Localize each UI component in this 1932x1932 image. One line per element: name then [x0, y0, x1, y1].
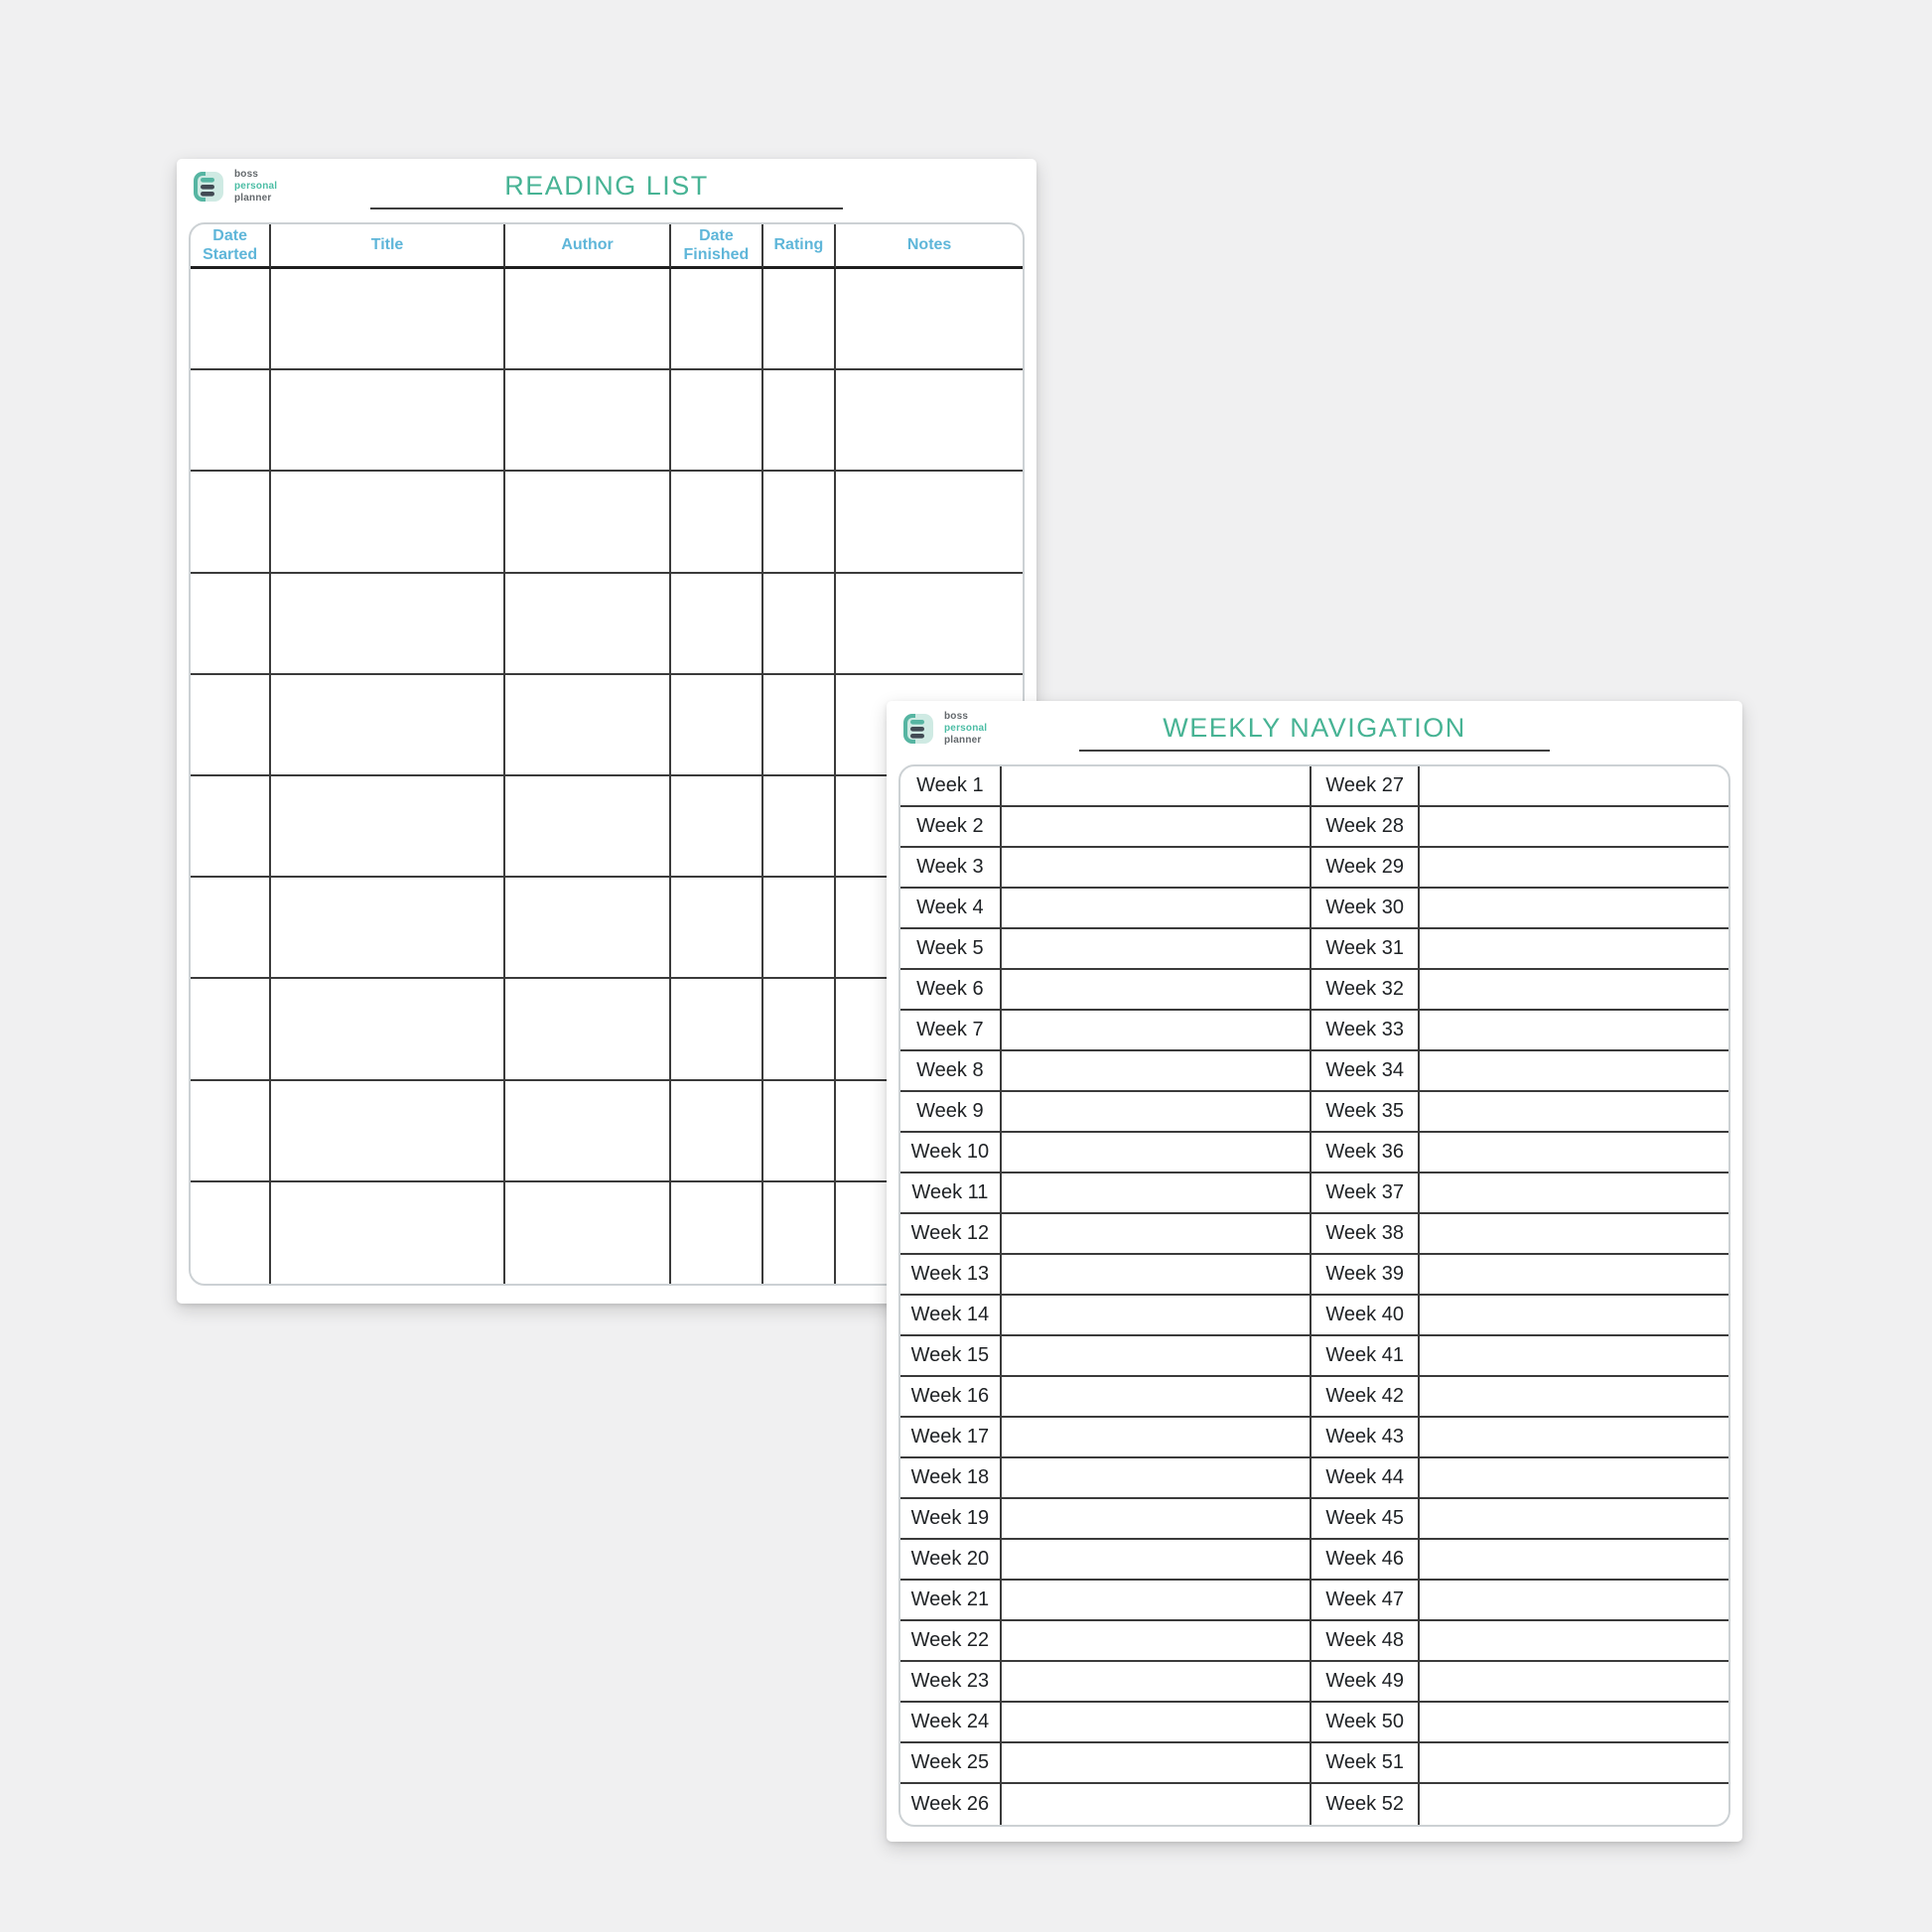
- week-label-cell: Week 51: [1311, 1743, 1419, 1784]
- week-entry-cell: [1420, 1581, 1728, 1621]
- week-entry-cell: [1420, 1173, 1728, 1214]
- reading-empty-cell: [271, 1182, 504, 1284]
- week-label-cell: Week 40: [1311, 1296, 1419, 1336]
- reading-empty-cell: [671, 878, 762, 979]
- week-entry-cell: [1002, 1703, 1312, 1743]
- week-entry-cell: [1002, 1499, 1312, 1540]
- week-label-cell: Week 45: [1311, 1499, 1419, 1540]
- reading-column-header: Date Started: [191, 224, 271, 269]
- reading-empty-cell: [836, 574, 1023, 675]
- week-entry-cell: [1420, 1499, 1728, 1540]
- title-underline: [370, 207, 843, 210]
- week-label-cell: Week 50: [1311, 1703, 1419, 1743]
- reading-empty-cell: [271, 370, 504, 472]
- week-label-cell: Week 12: [900, 1214, 1002, 1255]
- week-label-cell: Week 37: [1311, 1173, 1419, 1214]
- week-entry-cell: [1002, 1092, 1312, 1133]
- week-label-cell: Week 20: [900, 1540, 1002, 1581]
- reading-empty-cell: [505, 1081, 672, 1182]
- reading-empty-cell: [271, 878, 504, 979]
- week-entry-cell: [1420, 807, 1728, 848]
- week-label-cell: Week 49: [1311, 1662, 1419, 1703]
- logo-text-boss: boss: [234, 169, 259, 181]
- reading-empty-cell: [505, 574, 672, 675]
- week-entry-cell: [1002, 889, 1312, 929]
- week-entry-cell: [1002, 1621, 1312, 1662]
- week-label-cell: Week 26: [900, 1784, 1002, 1825]
- week-label-cell: Week 43: [1311, 1418, 1419, 1458]
- week-label-cell: Week 24: [900, 1703, 1002, 1743]
- week-entry-cell: [1420, 889, 1728, 929]
- reading-empty-cell: [271, 776, 504, 878]
- week-label-cell: Week 17: [900, 1418, 1002, 1458]
- reading-list-title: READING LIST: [504, 171, 709, 201]
- week-label-cell: Week 15: [900, 1336, 1002, 1377]
- week-entry-cell: [1420, 1621, 1728, 1662]
- week-entry-cell: [1002, 1418, 1312, 1458]
- reading-empty-cell: [671, 776, 762, 878]
- reading-empty-cell: [671, 574, 762, 675]
- week-entry-cell: [1420, 1540, 1728, 1581]
- reading-empty-cell: [836, 472, 1023, 573]
- week-label-cell: Week 47: [1311, 1581, 1419, 1621]
- week-entry-cell: [1002, 1540, 1312, 1581]
- reading-empty-cell: [505, 472, 672, 573]
- week-entry-cell: [1002, 1173, 1312, 1214]
- week-label-cell: Week 46: [1311, 1540, 1419, 1581]
- week-label-cell: Week 48: [1311, 1621, 1419, 1662]
- week-entry-cell: [1002, 1051, 1312, 1092]
- week-entry-cell: [1420, 1703, 1728, 1743]
- week-entry-cell: [1420, 766, 1728, 807]
- week-label-cell: Week 29: [1311, 848, 1419, 889]
- week-entry-cell: [1002, 1011, 1312, 1051]
- reading-empty-cell: [271, 675, 504, 776]
- week-entry-cell: [1002, 1214, 1312, 1255]
- reading-column-header: Title: [271, 224, 504, 269]
- week-label-cell: Week 52: [1311, 1784, 1419, 1825]
- week-label-cell: Week 10: [900, 1133, 1002, 1173]
- reading-empty-cell: [763, 1182, 837, 1284]
- week-label-cell: Week 30: [1311, 889, 1419, 929]
- reading-empty-cell: [191, 675, 271, 776]
- reading-empty-cell: [191, 472, 271, 573]
- reading-empty-cell: [505, 979, 672, 1080]
- week-label-cell: Week 1: [900, 766, 1002, 807]
- week-label-cell: Week 19: [900, 1499, 1002, 1540]
- reading-empty-cell: [191, 269, 271, 370]
- reading-empty-cell: [191, 1081, 271, 1182]
- week-label-cell: Week 32: [1311, 970, 1419, 1011]
- week-label-cell: Week 25: [900, 1743, 1002, 1784]
- week-entry-cell: [1002, 1255, 1312, 1296]
- week-entry-cell: [1420, 1255, 1728, 1296]
- reading-empty-cell: [505, 878, 672, 979]
- reading-empty-cell: [671, 1081, 762, 1182]
- week-entry-cell: [1002, 807, 1312, 848]
- week-entry-cell: [1420, 1296, 1728, 1336]
- week-entry-cell: [1002, 1743, 1312, 1784]
- week-label-cell: Week 5: [900, 929, 1002, 970]
- weekly-navigation-table: [898, 764, 1730, 1827]
- week-entry-cell: [1420, 1458, 1728, 1499]
- reading-empty-cell: [763, 574, 837, 675]
- week-label-cell: Week 35: [1311, 1092, 1419, 1133]
- reading-empty-cell: [763, 776, 837, 878]
- week-entry-cell: [1002, 1377, 1312, 1418]
- weekly-navigation-page: [887, 701, 1742, 1842]
- reading-empty-cell: [191, 574, 271, 675]
- reading-empty-cell: [671, 979, 762, 1080]
- week-label-cell: Week 7: [900, 1011, 1002, 1051]
- week-label-cell: Week 16: [900, 1377, 1002, 1418]
- weekly-navigation-title: WEEKLY NAVIGATION: [1163, 713, 1466, 743]
- reading-empty-cell: [763, 269, 837, 370]
- reading-empty-cell: [505, 370, 672, 472]
- week-label-cell: Week 13: [900, 1255, 1002, 1296]
- reading-list-header: [177, 172, 1036, 209]
- reading-column-header: Rating: [763, 224, 837, 269]
- weekly-navigation-grid: [900, 766, 1728, 1825]
- reading-empty-cell: [505, 675, 672, 776]
- week-entry-cell: [1002, 1336, 1312, 1377]
- reading-empty-cell: [271, 1081, 504, 1182]
- reading-column-header: Notes: [836, 224, 1023, 269]
- week-label-cell: Week 4: [900, 889, 1002, 929]
- week-label-cell: Week 18: [900, 1458, 1002, 1499]
- week-entry-cell: [1420, 1377, 1728, 1418]
- week-entry-cell: [1002, 848, 1312, 889]
- week-label-cell: Week 3: [900, 848, 1002, 889]
- week-label-cell: Week 33: [1311, 1011, 1419, 1051]
- week-entry-cell: [1420, 848, 1728, 889]
- reading-empty-cell: [763, 472, 837, 573]
- reading-column-header: Author: [505, 224, 672, 269]
- week-label-cell: Week 11: [900, 1173, 1002, 1214]
- logo-text-planner: planner: [944, 734, 982, 746]
- reading-empty-cell: [271, 574, 504, 675]
- week-label-cell: Week 27: [1311, 766, 1419, 807]
- week-entry-cell: [1420, 1784, 1728, 1825]
- week-entry-cell: [1420, 1336, 1728, 1377]
- week-label-cell: Week 44: [1311, 1458, 1419, 1499]
- reading-empty-cell: [191, 878, 271, 979]
- reading-column-header: Date Finished: [671, 224, 762, 269]
- reading-empty-cell: [191, 776, 271, 878]
- reading-empty-cell: [271, 269, 504, 370]
- week-entry-cell: [1002, 1662, 1312, 1703]
- reading-empty-cell: [271, 472, 504, 573]
- week-entry-cell: [1002, 1296, 1312, 1336]
- week-entry-cell: [1002, 1784, 1312, 1825]
- week-entry-cell: [1002, 970, 1312, 1011]
- week-label-cell: Week 36: [1311, 1133, 1419, 1173]
- reading-empty-cell: [836, 269, 1023, 370]
- logo-text-personal: personal: [944, 723, 988, 735]
- week-label-cell: Week 23: [900, 1662, 1002, 1703]
- reading-empty-cell: [836, 370, 1023, 472]
- week-label-cell: Week 22: [900, 1621, 1002, 1662]
- week-label-cell: Week 39: [1311, 1255, 1419, 1296]
- reading-empty-cell: [671, 1182, 762, 1284]
- week-entry-cell: [1420, 1051, 1728, 1092]
- week-entry-cell: [1002, 1581, 1312, 1621]
- logo-text-planner: planner: [234, 192, 272, 204]
- reading-empty-cell: [671, 269, 762, 370]
- week-entry-cell: [1002, 1458, 1312, 1499]
- week-entry-cell: [1002, 929, 1312, 970]
- reading-empty-cell: [763, 878, 837, 979]
- week-label-cell: Week 21: [900, 1581, 1002, 1621]
- week-label-cell: Week 41: [1311, 1336, 1419, 1377]
- week-label-cell: Week 42: [1311, 1377, 1419, 1418]
- reading-empty-cell: [763, 1081, 837, 1182]
- week-entry-cell: [1420, 1214, 1728, 1255]
- reading-empty-cell: [191, 979, 271, 1080]
- reading-empty-cell: [671, 370, 762, 472]
- logo-text-boss: boss: [944, 711, 969, 723]
- week-entry-cell: [1420, 970, 1728, 1011]
- logo-text-personal: personal: [234, 181, 278, 193]
- week-entry-cell: [1002, 766, 1312, 807]
- reading-empty-cell: [671, 675, 762, 776]
- reading-empty-cell: [505, 269, 672, 370]
- week-label-cell: Week 9: [900, 1092, 1002, 1133]
- reading-empty-cell: [671, 472, 762, 573]
- week-entry-cell: [1420, 1418, 1728, 1458]
- week-label-cell: Week 6: [900, 970, 1002, 1011]
- reading-empty-cell: [271, 979, 504, 1080]
- week-entry-cell: [1420, 1133, 1728, 1173]
- week-entry-cell: [1420, 1011, 1728, 1051]
- week-label-cell: Week 14: [900, 1296, 1002, 1336]
- reading-empty-cell: [505, 776, 672, 878]
- week-entry-cell: [1420, 1092, 1728, 1133]
- title-underline: [1079, 750, 1550, 753]
- reading-empty-cell: [191, 1182, 271, 1284]
- week-label-cell: Week 31: [1311, 929, 1419, 970]
- week-label-cell: Week 34: [1311, 1051, 1419, 1092]
- reading-empty-cell: [763, 675, 837, 776]
- reading-empty-cell: [505, 1182, 672, 1284]
- week-label-cell: Week 38: [1311, 1214, 1419, 1255]
- reading-empty-cell: [763, 370, 837, 472]
- week-label-cell: Week 2: [900, 807, 1002, 848]
- reading-empty-cell: [191, 370, 271, 472]
- week-label-cell: Week 8: [900, 1051, 1002, 1092]
- week-entry-cell: [1420, 929, 1728, 970]
- week-entry-cell: [1420, 1662, 1728, 1703]
- reading-empty-cell: [763, 979, 837, 1080]
- week-entry-cell: [1002, 1133, 1312, 1173]
- week-label-cell: Week 28: [1311, 807, 1419, 848]
- weekly-navigation-header: [887, 714, 1742, 752]
- week-entry-cell: [1420, 1743, 1728, 1784]
